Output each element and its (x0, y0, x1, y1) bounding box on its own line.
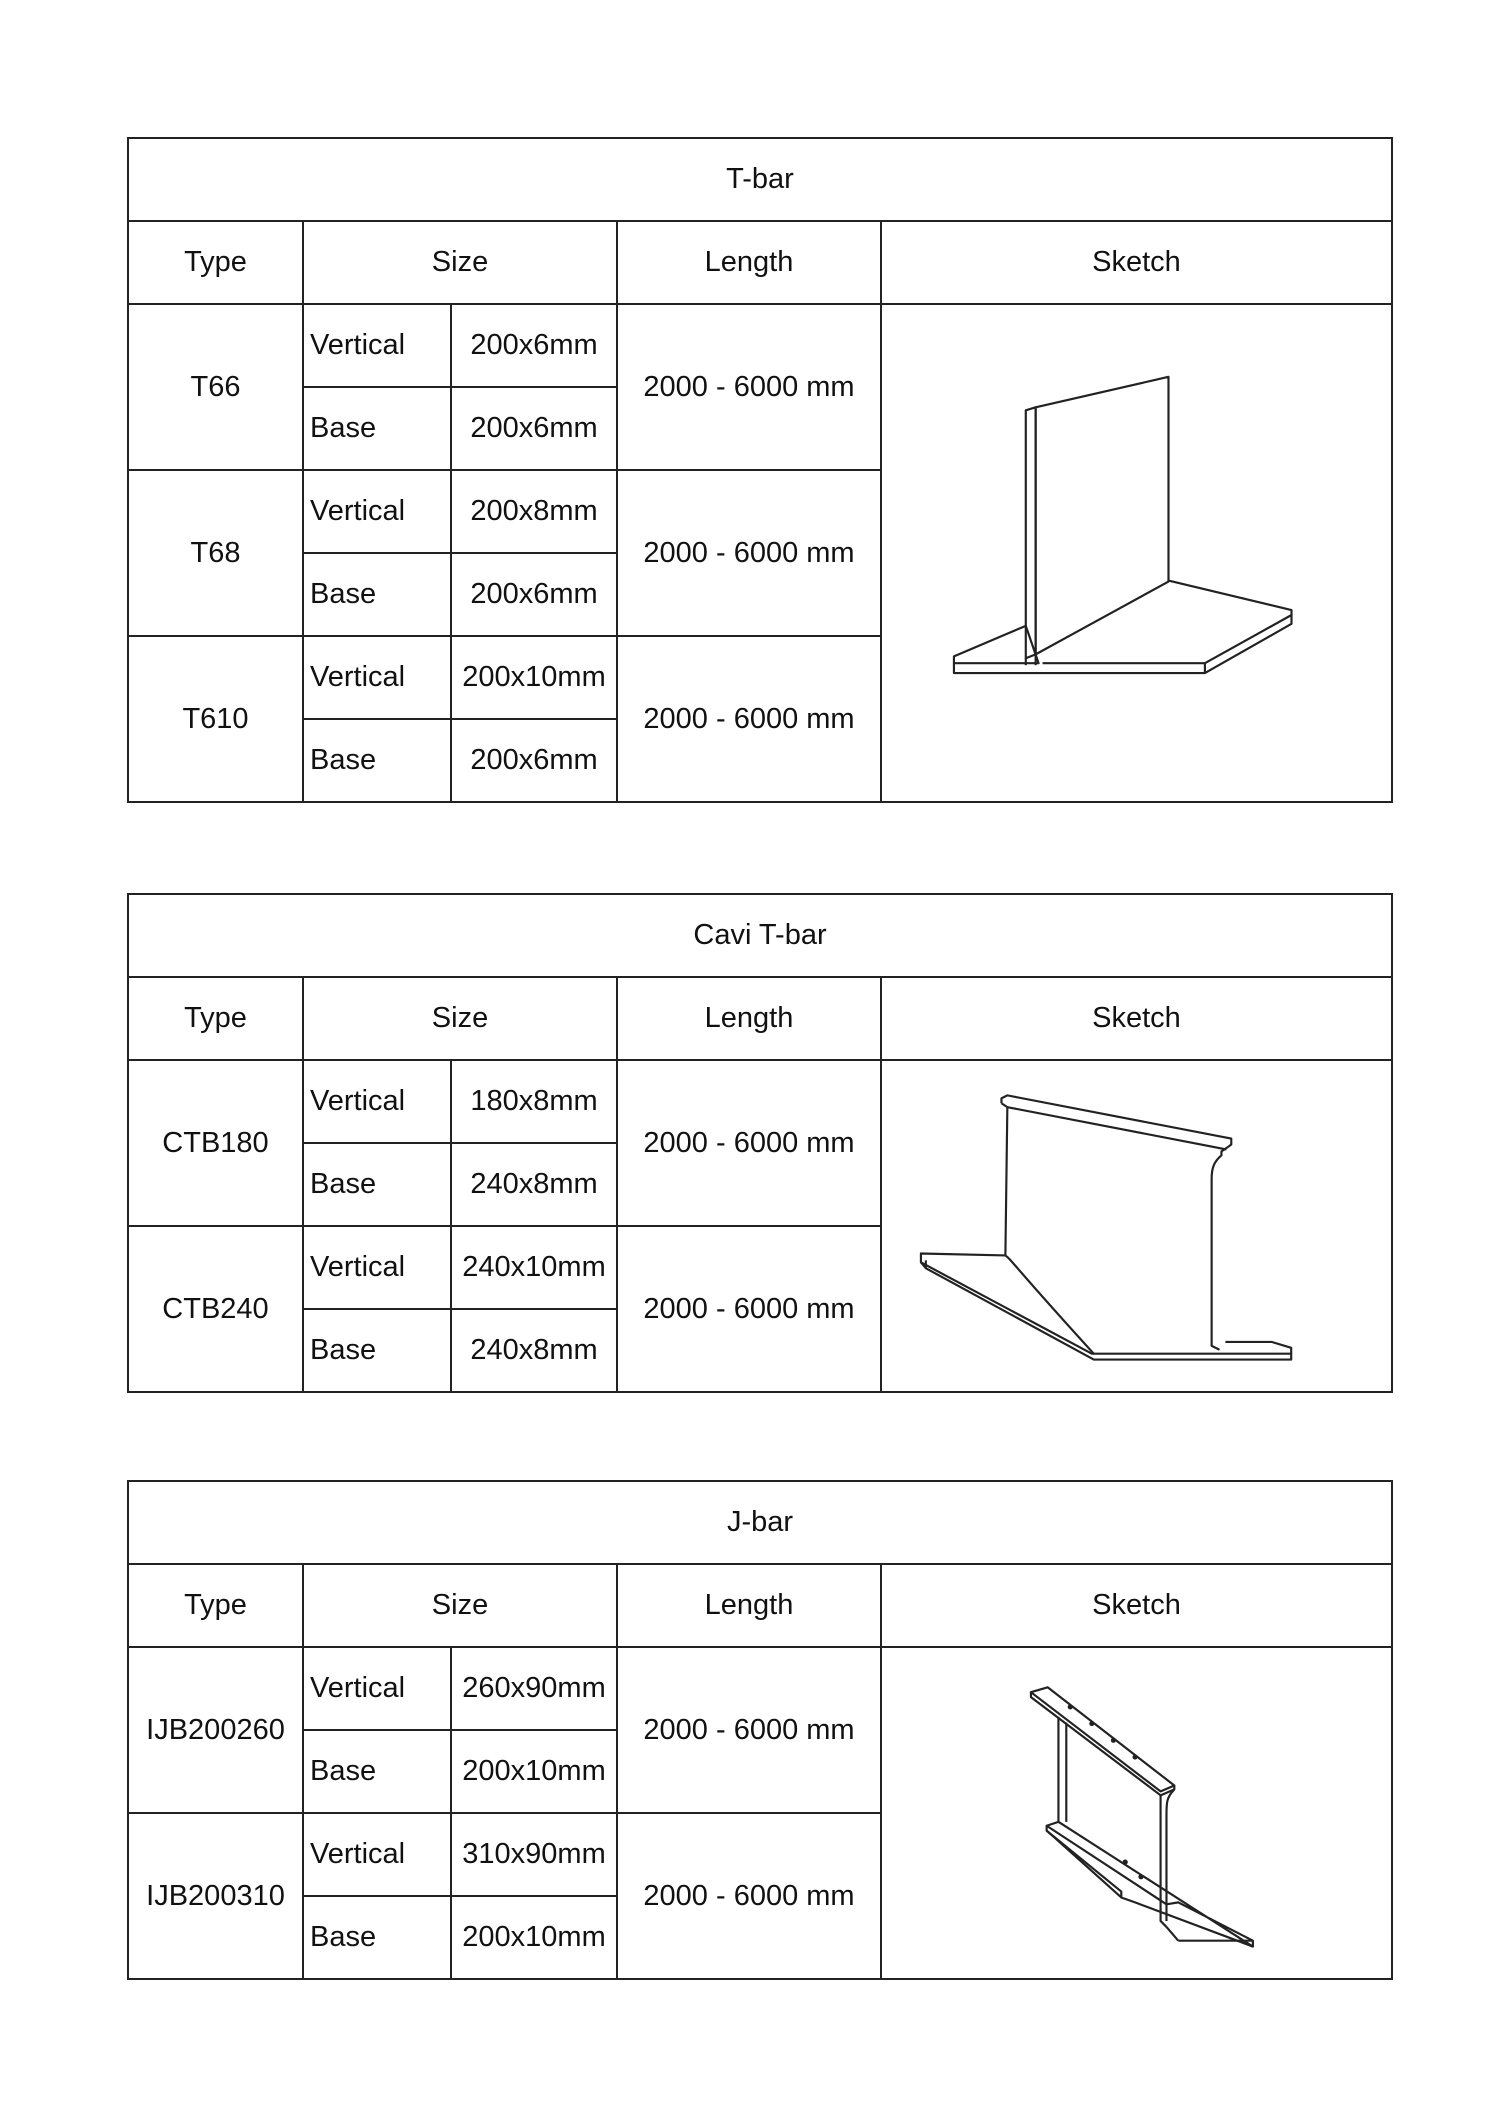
length-cell: 2000 - 6000 mm (617, 1647, 881, 1813)
vertical-label: Vertical (303, 1060, 451, 1143)
vertical-label: Vertical (303, 1813, 451, 1896)
header-size: Size (303, 977, 617, 1060)
length-cell: 2000 - 6000 mm (617, 304, 881, 470)
cavi-t-bar-table (127, 893, 1393, 1393)
length-cell: 2000 - 6000 mm (617, 636, 881, 802)
base-label: Base (303, 387, 451, 470)
base-size: 240x8mm (451, 1309, 617, 1392)
base-size: 200x6mm (451, 387, 617, 470)
header-type: Type (128, 1564, 303, 1647)
vertical-size: 200x8mm (451, 470, 617, 553)
length-cell: 2000 - 6000 mm (617, 1226, 881, 1392)
cavi-t-bar-sketch-icon (882, 1061, 1391, 1391)
base-size: 200x6mm (451, 553, 617, 636)
table-title: Cavi T-bar (128, 894, 1392, 977)
vertical-label: Vertical (303, 1226, 451, 1309)
vertical-label: Vertical (303, 470, 451, 553)
t-bar-table (127, 137, 1393, 803)
header-sketch: Sketch (881, 977, 1392, 1060)
base-label: Base (303, 1896, 451, 1979)
base-label: Base (303, 1730, 451, 1813)
base-size: 240x8mm (451, 1143, 617, 1226)
base-size: 200x6mm (451, 719, 617, 802)
vertical-size: 200x6mm (451, 304, 617, 387)
length-cell: 2000 - 6000 mm (617, 470, 881, 636)
type-cell: T68 (128, 470, 303, 636)
type-cell: T66 (128, 304, 303, 470)
vertical-size: 310x90mm (451, 1813, 617, 1896)
j-bar-table (127, 1480, 1393, 1980)
sketch-cell (881, 304, 1392, 802)
base-label: Base (303, 553, 451, 636)
header-length: Length (617, 1564, 881, 1647)
table-title: J-bar (128, 1481, 1392, 1564)
header-sketch: Sketch (881, 1564, 1392, 1647)
type-cell: IJB200310 (128, 1813, 303, 1979)
table-row (128, 1060, 1392, 1143)
vertical-size: 260x90mm (451, 1647, 617, 1730)
type-cell: IJB200260 (128, 1647, 303, 1813)
vertical-size: 200x10mm (451, 636, 617, 719)
base-size: 200x10mm (451, 1730, 617, 1813)
header-size: Size (303, 221, 617, 304)
base-label: Base (303, 719, 451, 802)
table-title: T-bar (128, 138, 1392, 221)
sketch-cell (881, 1060, 1392, 1392)
header-sketch: Sketch (881, 221, 1392, 304)
t-bar-sketch-icon (882, 305, 1391, 801)
base-size: 200x10mm (451, 1896, 617, 1979)
vertical-size: 240x10mm (451, 1226, 617, 1309)
header-type: Type (128, 221, 303, 304)
vertical-size: 180x8mm (451, 1060, 617, 1143)
type-cell: T610 (128, 636, 303, 802)
header-length: Length (617, 977, 881, 1060)
header-size: Size (303, 1564, 617, 1647)
sketch-cell (881, 1647, 1392, 1979)
table-row (128, 304, 1392, 387)
header-type: Type (128, 977, 303, 1060)
j-bar-sketch-icon (882, 1648, 1391, 1978)
header-length: Length (617, 221, 881, 304)
table-row (128, 1647, 1392, 1730)
vertical-label: Vertical (303, 304, 451, 387)
vertical-label: Vertical (303, 636, 451, 719)
base-label: Base (303, 1309, 451, 1392)
length-cell: 2000 - 6000 mm (617, 1813, 881, 1979)
length-cell: 2000 - 6000 mm (617, 1060, 881, 1226)
type-cell: CTB180 (128, 1060, 303, 1226)
vertical-label: Vertical (303, 1647, 451, 1730)
base-label: Base (303, 1143, 451, 1226)
type-cell: CTB240 (128, 1226, 303, 1392)
